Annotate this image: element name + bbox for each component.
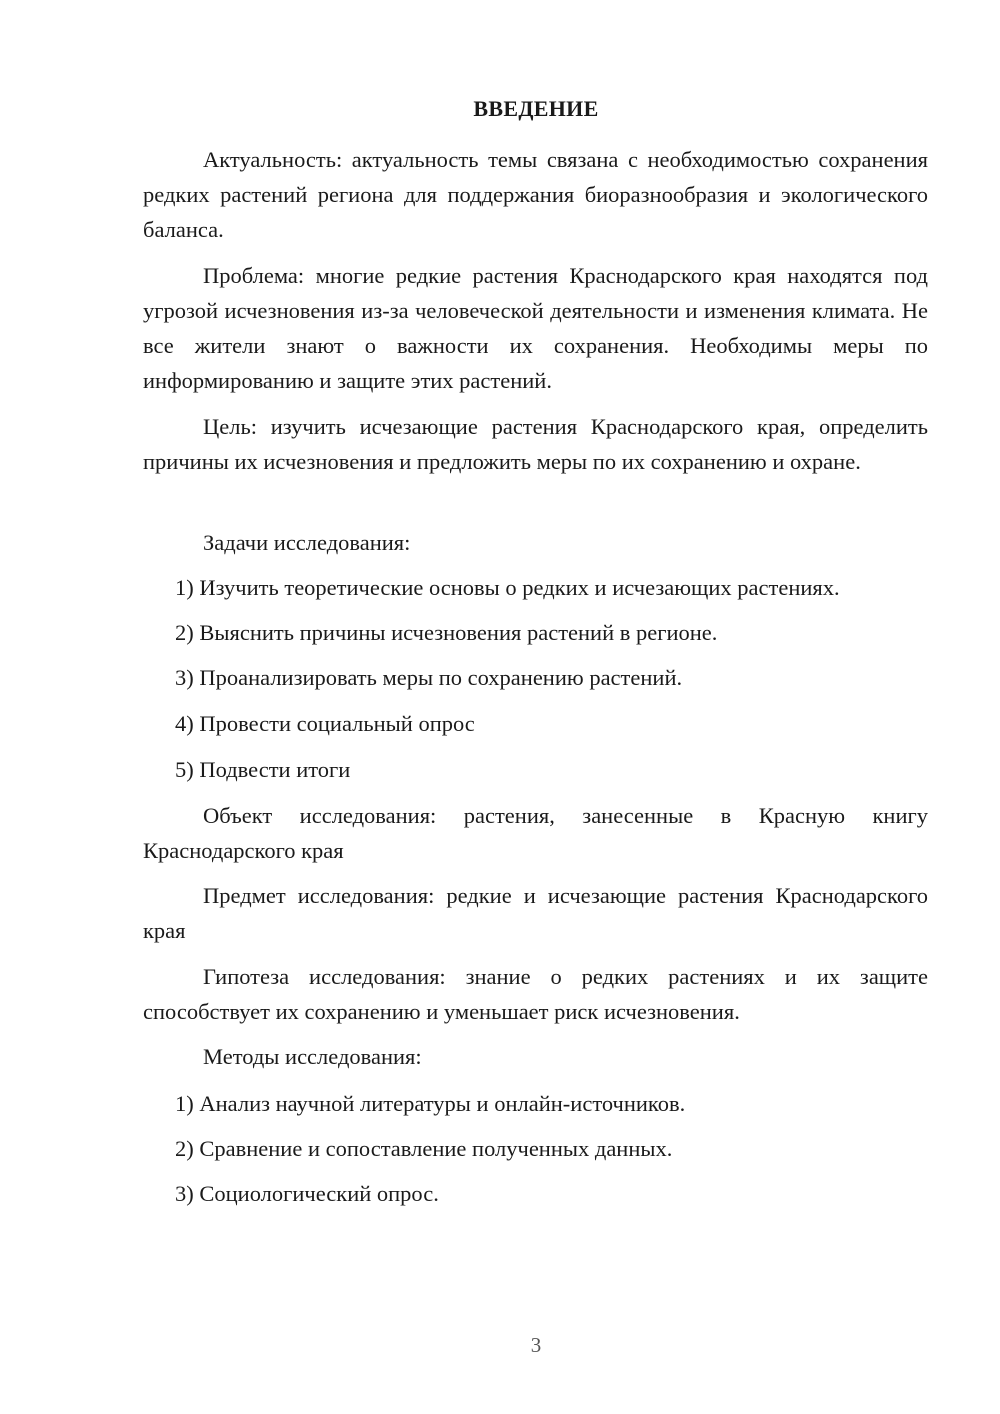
task-item-block bbox=[143, 660, 928, 695]
task-item-block bbox=[143, 752, 928, 787]
task-item: 2) Выяснить причины исчезновения растений в регионе. bbox=[175, 620, 718, 645]
method-item: 3) Социологический опрос. bbox=[175, 1181, 439, 1206]
goal-block bbox=[143, 409, 928, 479]
task-item: 4) Провести социальный опрос bbox=[175, 711, 475, 736]
method-item: 2) Сравнение и сопоставление полученных данных. bbox=[175, 1136, 673, 1161]
problem-block bbox=[143, 258, 928, 398]
relevance-paragraph: Актуальность: актуальность темы связана с необходимостью сохранения редких растений региона для поддержания биоразнообразия и экологического баланса. bbox=[143, 147, 928, 242]
task-item-block bbox=[143, 706, 928, 741]
task-item-block bbox=[143, 615, 928, 650]
goal-paragraph: Цель: изучить исчезающие растения Краснодарского края, определить причины их исчезновения и предложить меры по их сохранению и охране. bbox=[143, 414, 928, 474]
object-paragraph: Объект исследования: растения, занесенные в Красную книгу Краснодарского края bbox=[143, 803, 928, 863]
method-item-block bbox=[143, 1131, 928, 1166]
problem-paragraph: Проблема: многие редкие растения Краснодарского края находятся под угрозой исчезновения из-за человеческой деятельности и изменения климата. Не все жители знают о важности их сохранения. Необходимы меры по информированию и защите этих растений. bbox=[143, 263, 928, 393]
methods-heading: Методы исследования: bbox=[203, 1044, 422, 1069]
object-block bbox=[143, 798, 928, 868]
tasks-heading-block bbox=[143, 525, 928, 560]
methods-heading-block bbox=[143, 1039, 928, 1074]
task-item: 5) Подвести итоги bbox=[175, 757, 351, 782]
subject-block bbox=[143, 878, 928, 948]
method-item: 1) Анализ научной литературы и онлайн-источников. bbox=[175, 1091, 686, 1116]
hypothesis-block bbox=[143, 959, 928, 1029]
relevance-block bbox=[143, 142, 928, 247]
hypothesis-paragraph: Гипотеза исследования: знание о редких растениях и их защите способствует их сохранению и уменьшает риск исчезновения. bbox=[143, 964, 928, 1024]
page-title: ВВЕДЕНИЕ bbox=[473, 96, 599, 121]
subject-paragraph: Предмет исследования: редкие и исчезающие растения Краснодарского края bbox=[143, 883, 928, 943]
method-item-block bbox=[143, 1086, 928, 1121]
task-item: 1) Изучить теоретические основы о редких и исчезающих растениях. bbox=[175, 575, 840, 600]
page-number: 3 bbox=[530, 1333, 542, 1357]
task-item-block bbox=[143, 570, 928, 605]
method-item-block bbox=[143, 1176, 928, 1211]
tasks-heading: Задачи исследования: bbox=[203, 530, 411, 555]
task-item: 3) Проанализировать меры по сохранению растений. bbox=[175, 665, 683, 690]
